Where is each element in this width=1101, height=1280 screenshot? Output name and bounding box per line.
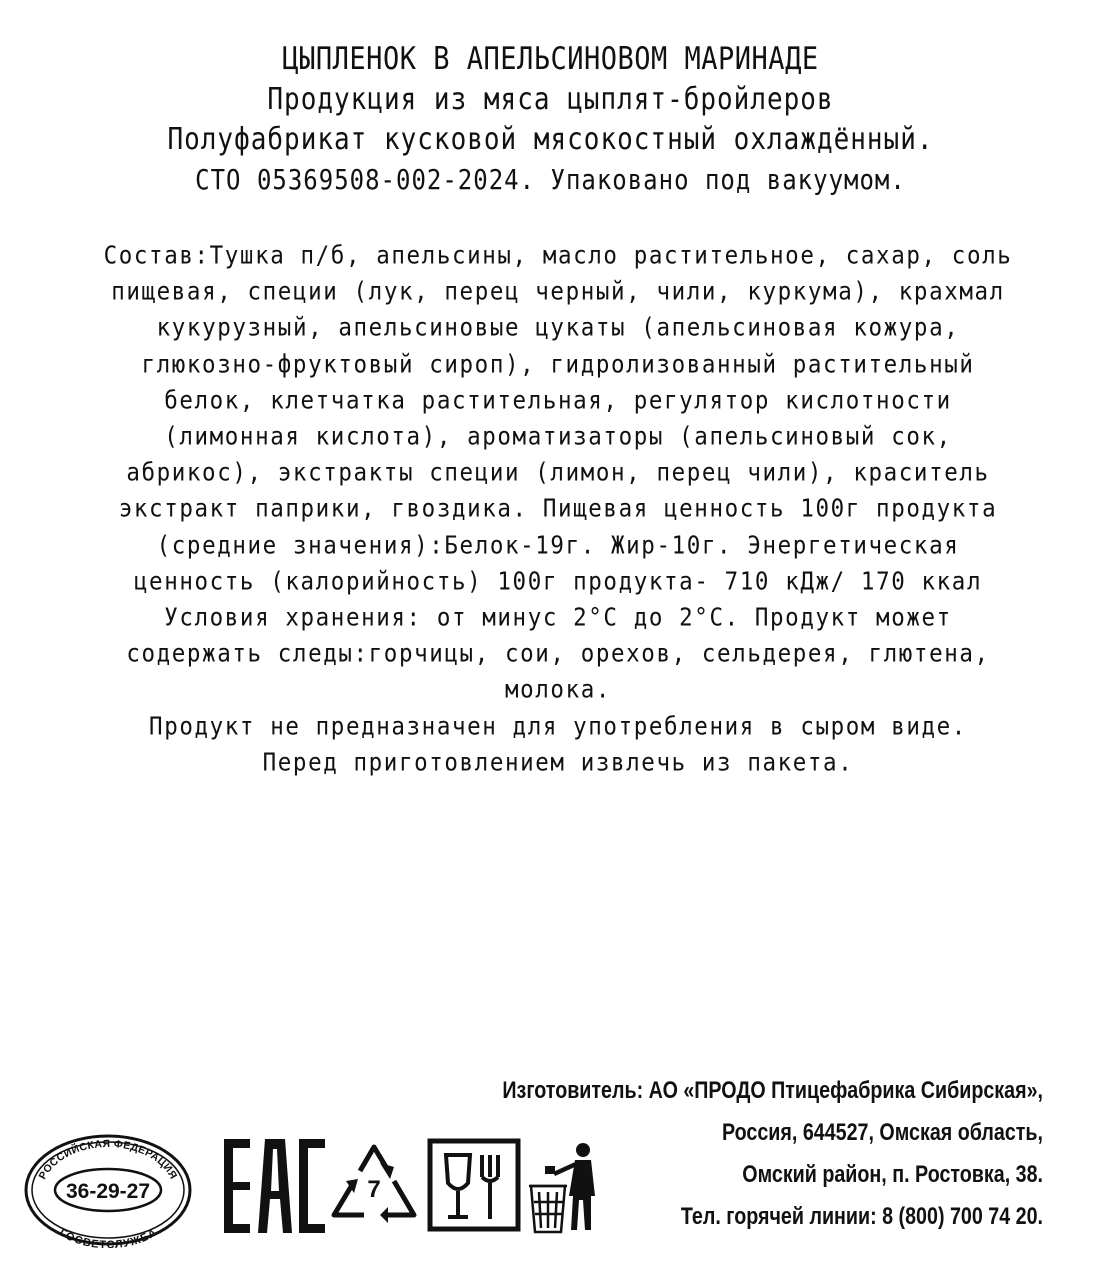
composition-line: кукурузный, апельсиновые цукаты (апельсиновая кожура, bbox=[156, 314, 960, 343]
warning-line: Перед приготовлением извлечь из пакета. bbox=[262, 748, 854, 778]
composition-line: Состав:Тушка п/б, апельсины, масло растительное, сахар, соль bbox=[103, 241, 1013, 271]
eac-label: EAC bbox=[222, 1137, 224, 1138]
allergen-line: молока. bbox=[504, 676, 612, 705]
composition-line: белок, клетчатка растительная, регулятор кислотности bbox=[164, 386, 952, 416]
manufacturer-name: Изготовитель: АО «ПРОДО Птицефабрика Сибирская», bbox=[502, 1077, 1043, 1104]
eac-mark-icon bbox=[222, 1137, 328, 1235]
composition-line: (лимонная кислота), ароматизаторы (апельсиновый сок, bbox=[164, 422, 952, 452]
composition-line: ценность (калорийность) 100г продукта- 710 кДж/ 170 ккал bbox=[133, 567, 983, 597]
composition-line: глюкозно-фруктовый сироп), гидролизованный растительный bbox=[141, 350, 975, 379]
product-title: ЦЫПЛЕНОК В АПЕЛЬСИНОВОМ МАРИНАДЕ bbox=[282, 41, 819, 78]
tidyman-icon bbox=[525, 1140, 605, 1236]
seal-top-text: РОССИЙСКАЯ ФЕДЕРАЦИЯ bbox=[36, 1137, 180, 1182]
manufacturer-address: Омский район, п. Ростовка, 38. bbox=[742, 1161, 1043, 1188]
food-contact-icon bbox=[426, 1137, 522, 1235]
composition-block bbox=[38, 238, 1078, 781]
storage-line: Условия хранения: от минус 2°С до 2°С. Продукт может bbox=[164, 603, 952, 633]
seal-bottom-text: ГОСВЕТСЛУЖБА bbox=[57, 1226, 159, 1248]
seal-code: 36-29-27 bbox=[65, 1180, 151, 1203]
composition-line: экстракт паприки, гвоздика. Пищевая ценность 100г продукта bbox=[118, 495, 998, 524]
recycle-number: 7 bbox=[367, 1176, 381, 1203]
hotline: Тел. горячей линии: 8 (800) 700 74 20. bbox=[680, 1203, 1043, 1230]
recycle-7-icon bbox=[322, 1137, 426, 1235]
product-standard: СТО 05369508-002-2024. Упаковано под вакуумом. bbox=[195, 163, 906, 197]
composition-line: пищевая, специи (лук, перец черный, чили, куркума), крахмал bbox=[111, 277, 1005, 307]
vet-seal-icon bbox=[22, 1133, 194, 1248]
allergen-line: содержать следы:горчицы, сои, орехов, сельдерея, глютена, bbox=[126, 639, 990, 669]
product-subtitle: Продукция из мяса цыплят-бройлеров bbox=[267, 82, 834, 118]
manufacturer-country: Россия, 644527, Омская область, bbox=[722, 1119, 1043, 1146]
svg-text:РОССИЙСКАЯ ФЕДЕРАЦИЯ bbox=[37, 1138, 180, 1181]
product-description: Полуфабрикат кусковой мясокостный охлаждённый. bbox=[167, 122, 934, 158]
composition-line: абрикос), экстракты специи (лимон, перец чили), краситель bbox=[126, 458, 990, 488]
composition-line: (средние значения):Белок-19г. Жир-10г. Энергетическая bbox=[156, 531, 960, 560]
product-header bbox=[0, 40, 1101, 200]
warning-line: Продукт не предназначен для употребления в сыром виде. bbox=[149, 712, 967, 741]
